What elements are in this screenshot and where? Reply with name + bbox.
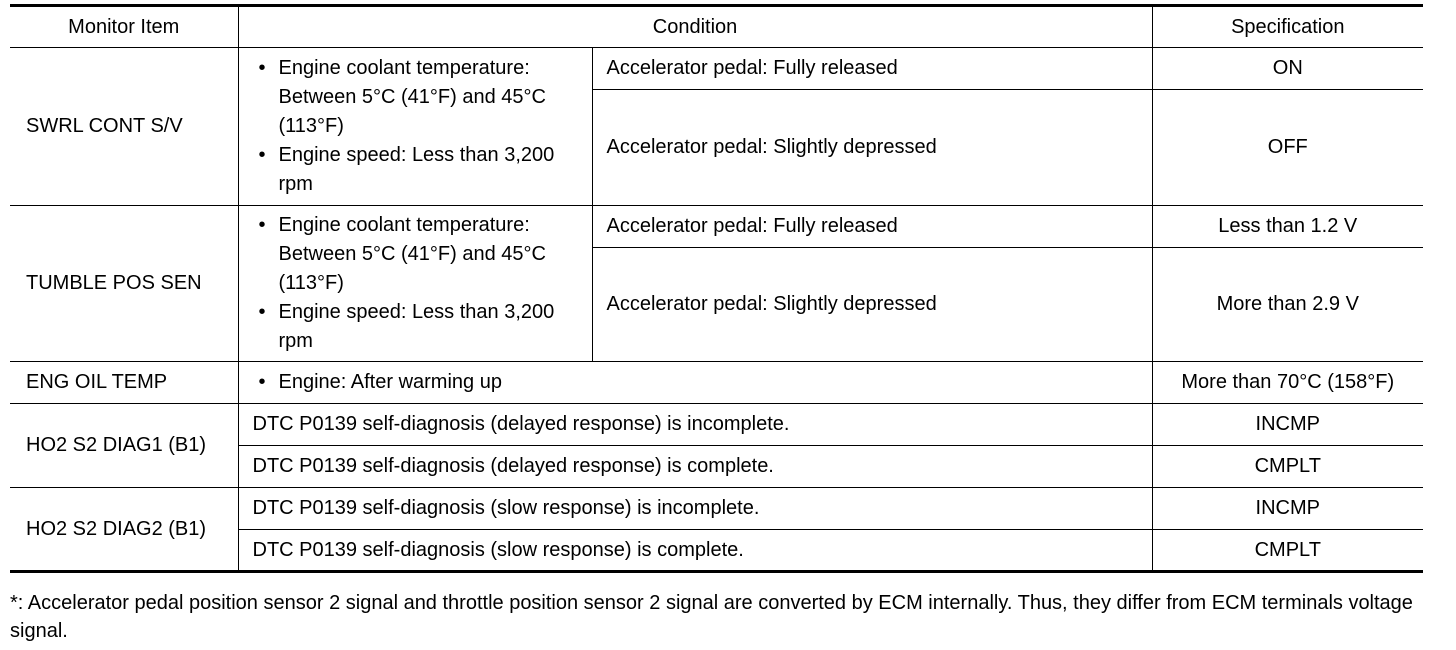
spec-table-container xyxy=(10,4,1423,573)
table-row xyxy=(10,362,1423,404)
monitor-item-swrl: SWRL CONT S/V xyxy=(10,48,238,206)
spec-value: CMPLT xyxy=(1152,446,1423,488)
table-row xyxy=(10,488,1423,530)
sub-condition: DTC P0139 self-diagnosis (slow response) is incomplete. xyxy=(238,488,1152,530)
sub-condition: Accelerator pedal: Slightly depressed xyxy=(592,90,1152,206)
monitor-item-tumble: TUMBLE POS SEN xyxy=(10,206,238,362)
spec-value: CMPLT xyxy=(1152,530,1423,572)
table-row xyxy=(10,404,1423,446)
condition-bullets xyxy=(253,368,1152,397)
monitor-item-diag2: HO2 S2 DIAG2 (B1) xyxy=(10,488,238,572)
monitor-item-diag1: HO2 S2 DIAG1 (B1) xyxy=(10,404,238,488)
sub-condition: DTC P0139 self-diagnosis (delayed response) is complete. xyxy=(238,446,1152,488)
monitor-spec-table xyxy=(10,4,1423,573)
spec-value: Less than 1.2 V xyxy=(1152,206,1423,248)
sub-condition: DTC P0139 self-diagnosis (delayed response) is incomplete. xyxy=(238,404,1152,446)
sub-condition: DTC P0139 self-diagnosis (slow response) is complete. xyxy=(238,530,1152,572)
spec-value: INCMP xyxy=(1152,404,1423,446)
monitor-item-oil: ENG OIL TEMP xyxy=(10,362,238,404)
condition-swrl xyxy=(238,48,592,206)
spec-value: More than 70°C (158°F) xyxy=(1152,362,1423,404)
sub-condition: Accelerator pedal: Slightly depressed xyxy=(592,248,1152,362)
bullet-item: • Engine coolant temperature: Between 5°C (41°F) and 45°C (113°F) xyxy=(253,54,592,141)
bullet-item: • Engine coolant temperature: Between 5°C (41°F) and 45°C (113°F) xyxy=(253,211,592,298)
condition-bullets xyxy=(253,211,592,356)
condition-oil xyxy=(238,362,1152,404)
spec-value: ON xyxy=(1152,48,1423,90)
header-condition: Condition xyxy=(238,6,1152,48)
header-specification: Specification xyxy=(1152,6,1423,48)
table-row xyxy=(10,48,1423,90)
header-monitor-item: Monitor Item xyxy=(10,6,238,48)
bullet-item: • Engine: After warming up xyxy=(253,368,1152,397)
bullet-item: • Engine speed: Less than 3,200 rpm xyxy=(253,298,592,356)
spec-value: INCMP xyxy=(1152,488,1423,530)
bullet-item: • Engine speed: Less than 3,200 rpm xyxy=(253,141,592,199)
spec-value: OFF xyxy=(1152,90,1423,206)
condition-tumble xyxy=(238,206,592,362)
sub-condition: Accelerator pedal: Fully released xyxy=(592,48,1152,90)
condition-bullets xyxy=(253,54,592,199)
sub-condition: Accelerator pedal: Fully released xyxy=(592,206,1152,248)
spec-value: More than 2.9 V xyxy=(1152,248,1423,362)
footnote: *: Accelerator pedal position sensor 2 signal and throttle position sensor 2 signal are converted by ECM internally. Thus, they differ from ECM terminals voltage signal. xyxy=(10,592,1413,642)
table-header-row xyxy=(10,6,1423,48)
table-row xyxy=(10,206,1423,248)
